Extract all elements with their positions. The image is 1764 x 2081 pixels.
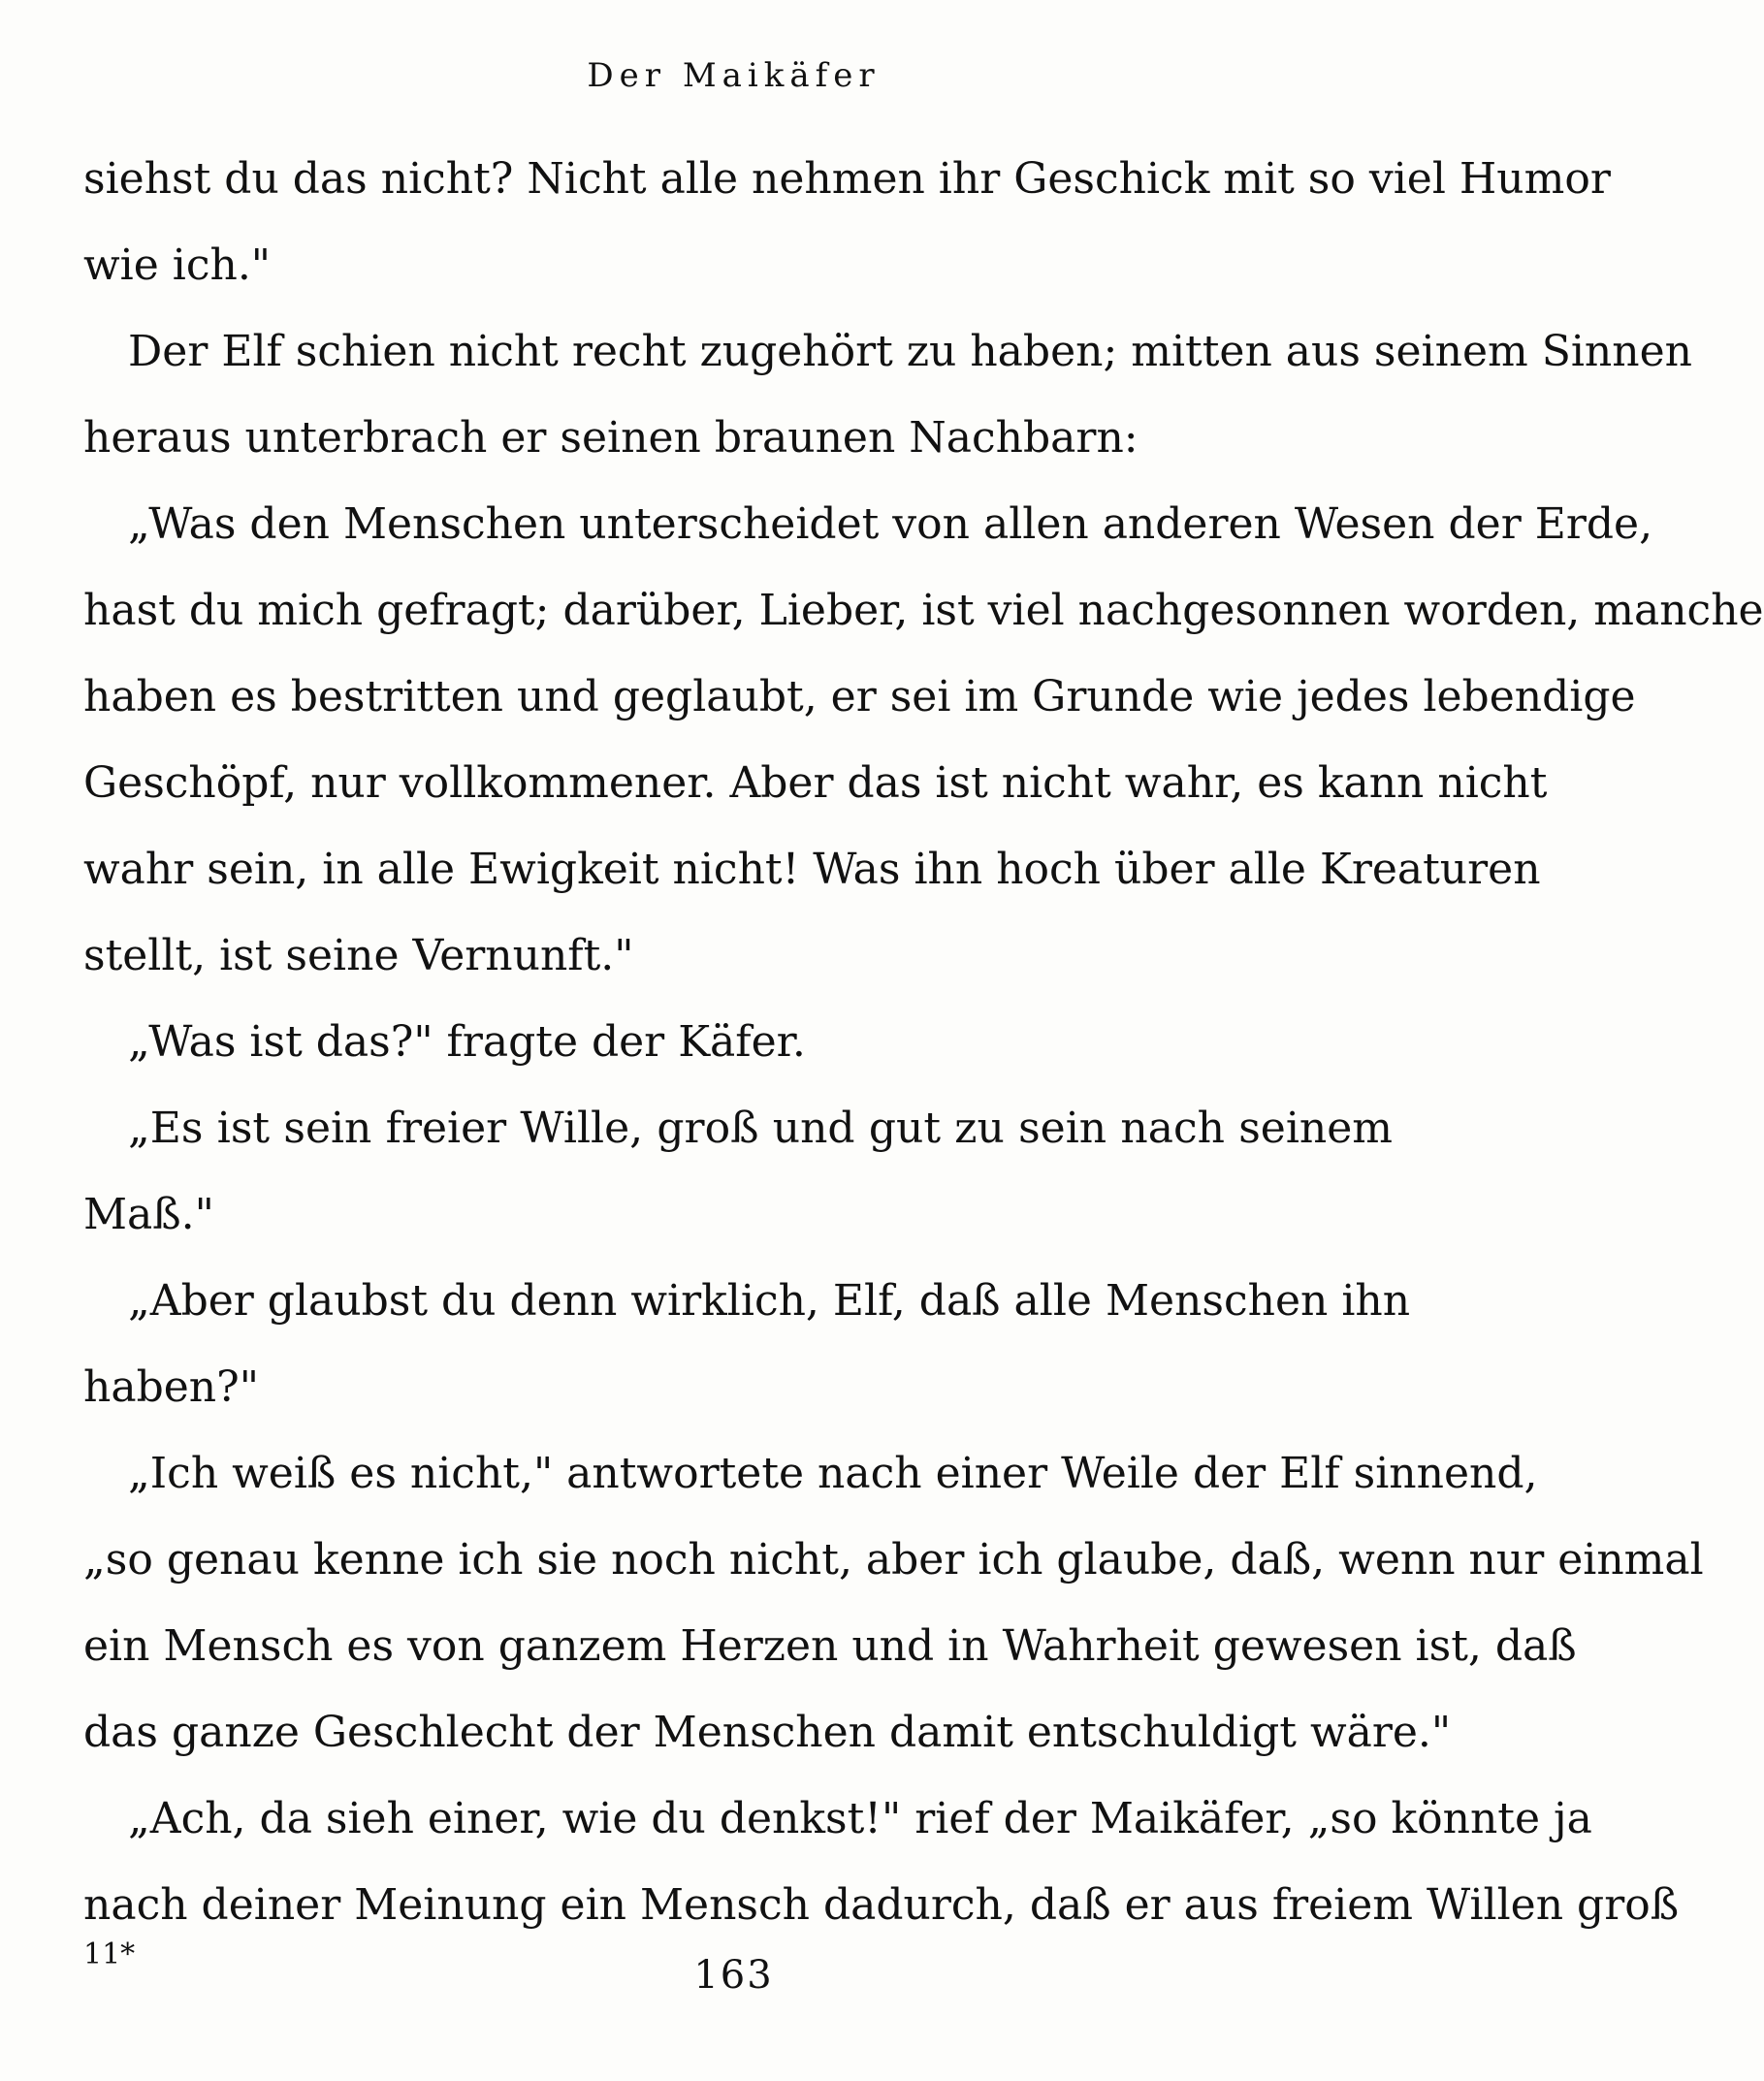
- text-line: „Es ist sein freier Wille, groß und gut zu sein nach seinem: [128, 1104, 1393, 1153]
- text-line: „so genau kenne ich sie noch nicht, aber ich glaube, daß, wenn nur einmal: [83, 1535, 1704, 1585]
- text-line: Der Elf schien nicht recht zugehört zu haben; mitten aus seinem Sinnen: [128, 327, 1692, 376]
- text-line: stellt, ist seine Vernunft.": [83, 931, 634, 980]
- text-line: das ganze Geschlecht der Menschen damit entschuldigt wäre.": [83, 1708, 1452, 1757]
- text-line: haben?": [83, 1362, 259, 1412]
- text-line: „Was den Menschen unterscheidet von allen anderen Wesen der Erde,: [128, 499, 1653, 549]
- text-line: „Was ist das?" fragte der Käfer.: [128, 1017, 806, 1067]
- body-text: [83, 136, 1764, 1948]
- text-line: wahr sein, in alle Ewigkeit nicht! Was ihn hoch über alle Kreaturen: [83, 845, 1541, 894]
- text-line: heraus unterbrach er seinen braunen Nachbarn:: [83, 413, 1139, 463]
- text-line: „Aber glaubst du denn wirklich, Elf, daß alle Menschen ihn: [128, 1276, 1411, 1326]
- text-line: Geschöpf, nur vollkommener. Aber das ist nicht wahr, es kann nicht: [83, 758, 1548, 808]
- text-line: „Ach, da sieh einer, wie du denkst!" rief der Maikäfer, „so könnte ja: [128, 1794, 1592, 1843]
- text-line: „Ich weiß es nicht," antwortete nach einer Weile der Elf sinnend,: [128, 1449, 1538, 1498]
- page-number: 163: [693, 1953, 774, 1998]
- text-line: wie ich.": [83, 240, 272, 290]
- running-head: Der Maikäfer: [587, 56, 881, 95]
- text-line: haben es bestritten und geglaubt, er sei im Grunde wie jedes lebendige: [83, 672, 1636, 721]
- text-line: ein Mensch es von ganzem Herzen und in Wahrheit gewesen ist, daß: [83, 1621, 1577, 1671]
- text-line: nach deiner Meinung ein Mensch dadurch, daß er aus freiem Willen groß: [83, 1880, 1680, 1930]
- text-line: Maß.": [83, 1190, 214, 1239]
- signature-mark: 11*: [83, 1937, 136, 1971]
- text-line: hast du mich gefragt; darüber, Lieber, ist viel nachgesonnen worden, manche: [83, 586, 1764, 635]
- text-line: siehst du das nicht? Nicht alle nehmen ihr Geschick mit so viel Humor: [83, 154, 1611, 204]
